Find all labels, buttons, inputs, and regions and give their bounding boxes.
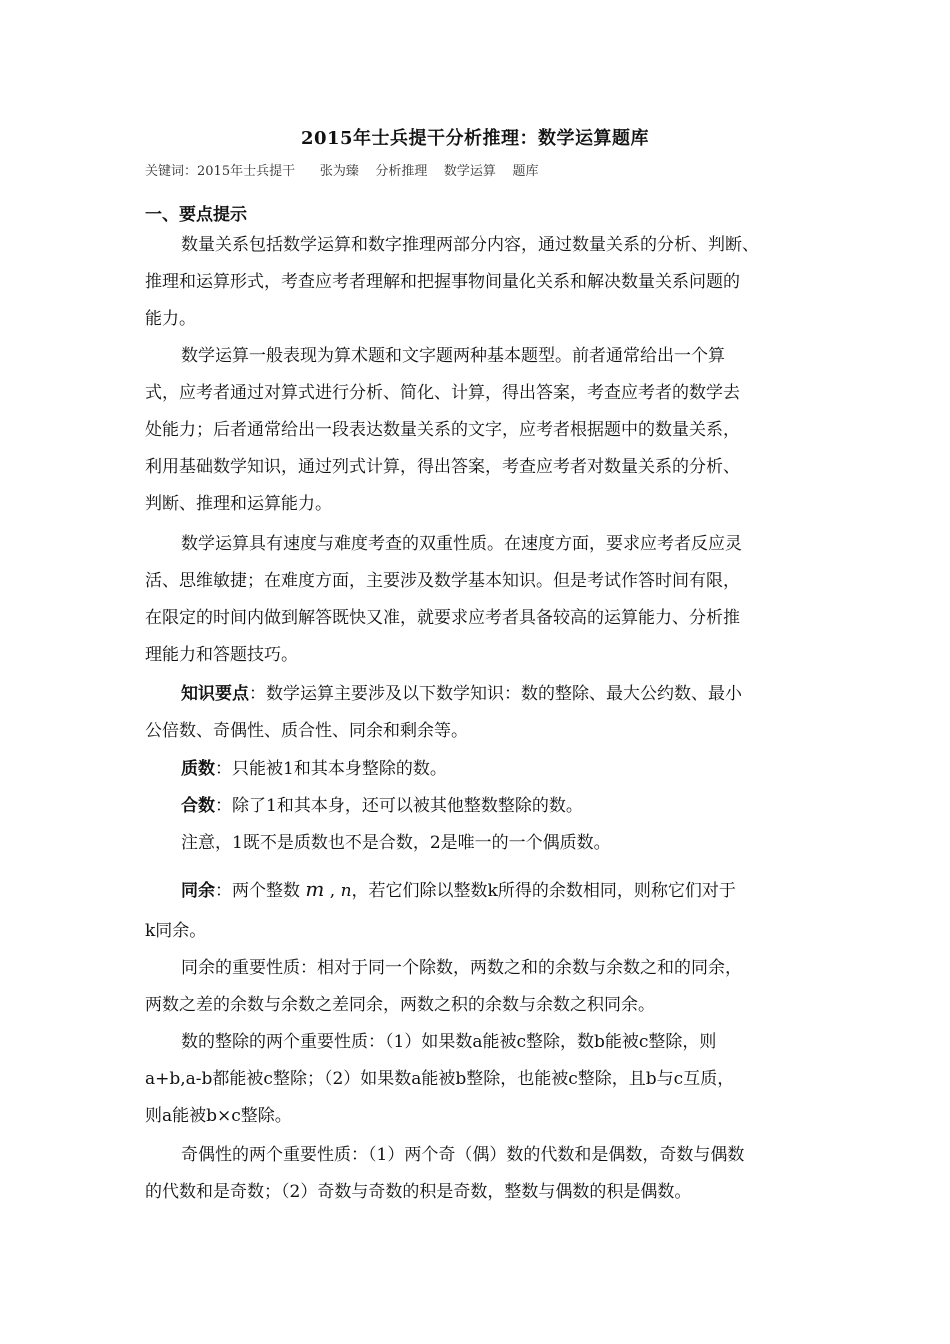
section-heading: 一、要点提示	[145, 205, 247, 225]
paragraph-congruence	[145, 868, 810, 952]
prime-text: ：只能被1和其本身整除的数。	[215, 759, 447, 779]
text-line: 数量关系包括数学运算和数字推理两部分内容，通过数量关系的分析、判断、	[181, 235, 759, 255]
text-line: 奇偶性的两个重要性质：（1）两个奇（偶）数的代数和是偶数，奇数与偶数	[181, 1145, 745, 1165]
text-line: 推理和运算形式，考查应考者理解和把握事物间量化关系和解决数量关系问题的	[145, 272, 740, 292]
text-line: 理能力和答题技巧。	[145, 645, 298, 665]
text-line: 利用基础数学知识，通过列式计算，得出答案，考查应考者对数量关系的分析、	[145, 457, 740, 477]
text-line: 公倍数、奇偶性、质合性、同余和剩余等。	[145, 721, 468, 741]
congruence-label: 同余	[181, 881, 215, 901]
paragraph-divisibility	[145, 1024, 810, 1135]
text-line: k同余。	[145, 921, 207, 941]
paragraph-congruence-props	[145, 950, 810, 1024]
text-line: 活、思维敏捷；在难度方面，主要涉及数学基本知识。但是考试作答时间有限，	[145, 571, 740, 591]
separator: ,	[324, 881, 341, 901]
congruence-text: ：两个整数	[215, 881, 306, 901]
document-title: 2015年士兵提干分析推理：数学运算题库	[300, 128, 650, 149]
knowledge-label: 知识要点	[181, 684, 249, 704]
knowledge-text: ：数学运算主要涉及以下数学知识：数的整除、最大公约数、最小	[249, 684, 742, 704]
text-line: 则a能被b×c整除。	[145, 1106, 292, 1126]
prime-label: 质数	[181, 759, 215, 779]
text-line	[145, 788, 810, 825]
paragraph-parity	[145, 1137, 810, 1211]
text-line: 数学运算具有速度与难度考查的双重性质。在速度方面，要求应考者反应灵	[181, 534, 742, 554]
text-line	[145, 676, 810, 713]
composite-label: 合数	[181, 796, 215, 816]
text-line: 注意，1既不是质数也不是合数，2是唯一的一个偶质数。	[181, 833, 611, 853]
congruence-text: ，若它们除以整数k所得的余数相同，则称它们对于	[351, 881, 736, 901]
paragraph-note	[145, 825, 810, 862]
text-line: 数的整除的两个重要性质：（1）如果数a能被c整除，数b能被c整除，则	[181, 1032, 717, 1052]
math-m: m	[305, 877, 325, 901]
text-line: 同余的重要性质：相对于同一个除数，两数之和的余数与余数之和的同余，	[181, 958, 742, 978]
text-line: 处能力；后者通常给出一段表达数量关系的文字，应考者根据题中的数量关系，	[145, 420, 740, 440]
text-line: 在限定的时间内做到解答既快又准，就要求应考者具备较高的运算能力、分析推	[145, 608, 740, 628]
paragraph-prime	[145, 751, 810, 788]
text-line: a+b,a-b都能被c整除；（2）如果数a能被b整除，也能被c整除，且b与c互质，	[145, 1069, 735, 1089]
paragraph-composite	[145, 788, 810, 825]
text-line	[145, 751, 810, 788]
text-line: 两数之差的余数与余数之差同余，两数之积的余数与余数之积同余。	[145, 995, 655, 1015]
text-line: 式，应考者通过对算式进行分析、简化、计算，得出答案，考查应考者的数学去	[145, 383, 740, 403]
text-line: 能力。	[145, 309, 196, 329]
text-line: 的代数和是奇数；（2）奇数与奇数的积是奇数，整数与偶数的积是偶数。	[145, 1182, 692, 1202]
paragraph-3	[145, 526, 810, 674]
math-n: n	[340, 881, 352, 901]
text-line: 数学运算一般表现为算术题和文字题两种基本题型。前者通常给出一个算	[181, 346, 725, 366]
paragraph-2	[145, 338, 810, 523]
text-line	[145, 868, 810, 910]
paragraph-1	[145, 227, 810, 338]
composite-text: ：除了1和其本身，还可以被其他整数整除的数。	[215, 796, 583, 816]
text-line: 判断、推理和运算能力。	[145, 494, 332, 514]
keywords-line: 关键词：2015年士兵提干 张为臻 分析推理 数学运算 题库	[145, 164, 539, 179]
paragraph-knowledge	[145, 676, 810, 750]
